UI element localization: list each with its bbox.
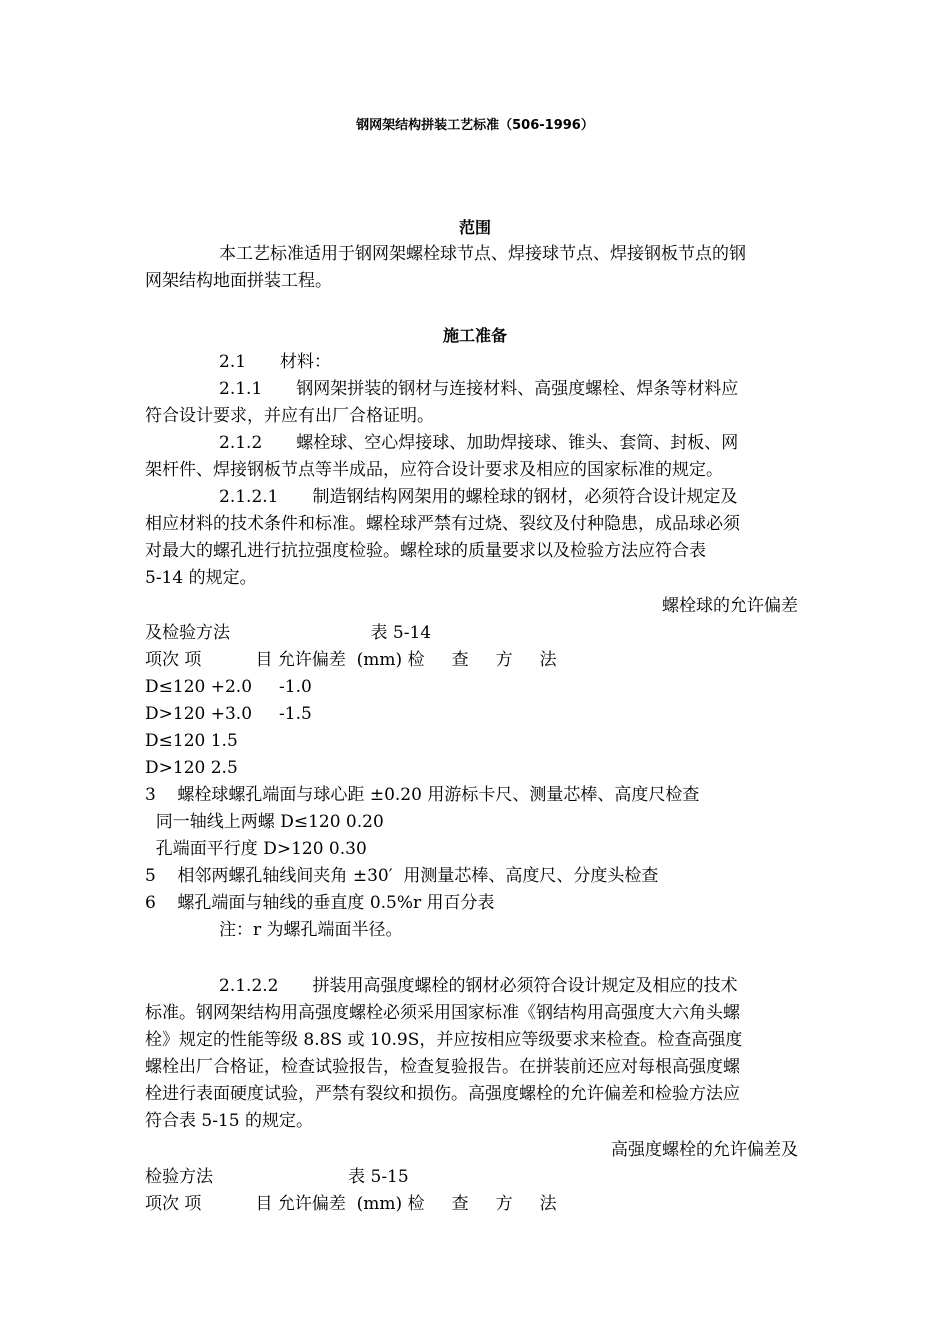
clause-line: 2.1 材料： — [219, 352, 332, 372]
clause-line: 架杆件、焊接钢板节点等半成品，应符合设计要求及相应的国家标准的规定。 — [145, 460, 723, 480]
clause-line: 2.1.1 钢网架拼装的钢材与连接材料、高强度螺栓、焊条等材料应 — [219, 379, 739, 399]
table-row: 孔端面平行度 D>120 0.30 — [145, 839, 367, 859]
table-row: D≤120 +2.0 -1.0 — [145, 677, 312, 697]
clause-line: 相应材料的技术条件和标准。螺栓球严禁有过烧、裂纹及付种隐患，成品球必须 — [145, 514, 740, 534]
table-row: D≤120 1.5 — [145, 731, 238, 751]
table-caption: 检验方法 表 5-15 — [145, 1167, 409, 1187]
table-header: 项次 项 目 允许偏差 (mm) 检 查 方 法 — [145, 1194, 557, 1214]
clause-line: 栓》规定的性能等级 8.8S 或 10.9S，并应按相应等级要求来检查。检查高强度 — [145, 1030, 743, 1050]
clause-line: 螺栓出厂合格证，检查试验报告，检查复验报告。在拼装前还应对每根高强度螺 — [145, 1057, 740, 1077]
table-caption: 及检验方法 表 5-14 — [145, 623, 432, 643]
table-caption: 螺栓球的允许偏差 — [662, 596, 798, 616]
table-caption: 高强度螺栓的允许偏差及 — [611, 1140, 798, 1160]
table-row: 6 螺孔端面与轴线的垂直度 0.5%r 用百分表 — [145, 893, 495, 913]
clause-line: 栓进行表面硬度试验，严禁有裂纹和损伤。高强度螺栓的允许偏差和检验方法应 — [145, 1084, 740, 1104]
table-note: 注：r 为螺孔端面半径。 — [219, 920, 403, 940]
bolt-clause-section — [145, 973, 810, 1135]
clause-line: 2.1.2 螺栓球、空心焊接球、加助焊接球、锥头、套筒、封板、网 — [219, 433, 739, 453]
scope-line: 网架结构地面拼装工程。 — [145, 271, 332, 291]
heading-preparation: 施工准备 — [442, 326, 507, 345]
table-row: 同一轴线上两螺 D≤120 0.20 — [145, 812, 384, 832]
clause-line: 2.1.2.1 制造钢结构网架用的螺栓球的钢材，必须符合设计规定及 — [219, 487, 738, 507]
table-row: D>120 +3.0 -1.5 — [145, 704, 312, 724]
table-row: 3 螺栓球螺孔端面与球心距 ±0.20 用游标卡尺、测量芯棒、高度尺检查 — [145, 785, 700, 805]
table-header: 项次 项 目 允许偏差 (mm) 检 查 方 法 — [145, 650, 557, 670]
clause-line: 对最大的螺孔进行抗拉强度检验。螺栓球的质量要求以及检验方法应符合表 — [145, 541, 706, 561]
table-5-14 — [145, 593, 810, 944]
heading-scope: 范围 — [458, 218, 491, 237]
table-5-15 — [145, 1137, 810, 1218]
table-row: 5 相邻两螺孔轴线间夹角 ±30′ 用测量芯棒、高度尺、分度头检查 — [145, 866, 659, 886]
clause-line: 符合设计要求，并应有出厂合格证明。 — [145, 406, 434, 426]
clause-line: 2.1.2.2 拼装用高强度螺栓的钢材必须符合设计规定及相应的技术 — [219, 976, 738, 996]
clause-line: 标准。钢网架结构用高强度螺栓必须采用国家标准《钢结构用高强度大六角头螺 — [145, 1003, 740, 1023]
scope-line: 本工艺标准适用于钢网架螺栓球节点、焊接球节点、焊接钢板节点的钢 — [219, 244, 746, 264]
clause-line: 5-14 的规定。 — [145, 568, 257, 588]
document-title: 钢网架结构拼装工艺标准（506-1996） — [356, 118, 594, 133]
clause-line: 符合表 5-15 的规定。 — [145, 1111, 313, 1131]
scope-paragraph — [145, 241, 810, 295]
preparation-section — [145, 349, 810, 592]
table-row: D>120 2.5 — [145, 758, 238, 778]
